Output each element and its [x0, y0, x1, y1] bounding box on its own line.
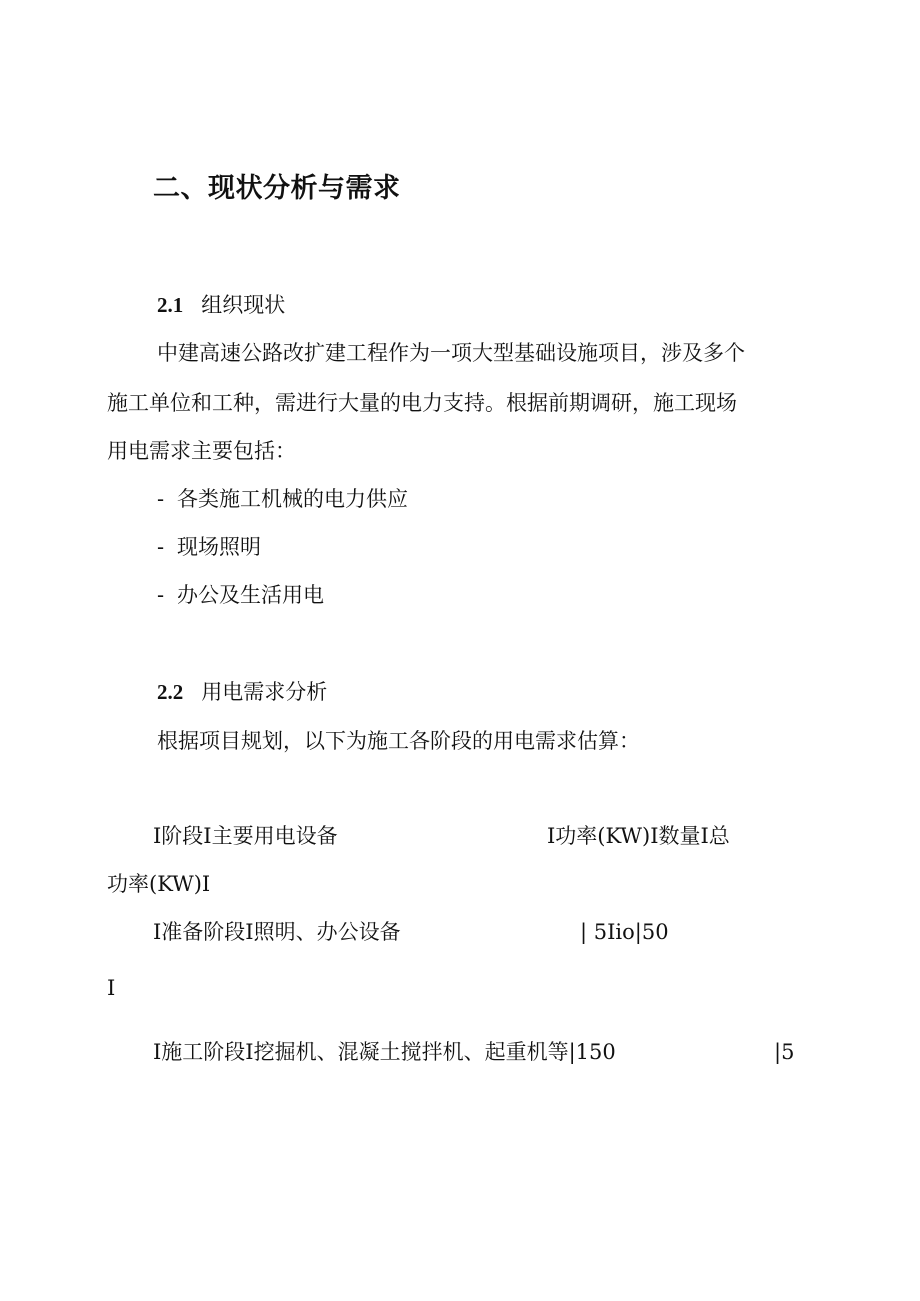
bullet-text: 办公及生活用电 [177, 583, 324, 607]
subsection-title: 用电需求分析 [201, 680, 328, 704]
bullet-item [157, 585, 324, 606]
paragraph-line: 中建高速公路改扩建工程作为一项大型基础设施项目，涉及多个 [157, 341, 745, 365]
table-row-wrap: I [107, 976, 116, 1000]
table-header-wrap: 功率(KW)I [107, 872, 211, 896]
paragraph-line: 根据项目规划，以下为施工各阶段的用电需求估算： [157, 729, 640, 753]
section-title: 二、现状分析与需求 [153, 173, 401, 204]
table-row-right: |5 [774, 1040, 795, 1064]
bullet-text: 现场照明 [177, 535, 261, 559]
table-header-right: I功率(KW)I数量I总 [547, 824, 730, 848]
subsection-heading-2-1 [157, 295, 285, 316]
bullet-item [157, 489, 408, 510]
paragraph-line: 施工单位和工种，需进行大量的电力支持。根据前期调研，施工现场 [107, 391, 737, 415]
table-header-left: I阶段I主要用电设备 [153, 824, 338, 848]
table-row-right: | 5Iio|50 [580, 920, 669, 944]
subsection-number: 2.2 [157, 680, 184, 704]
bullet-dash: - [157, 583, 165, 607]
table-row-left: I施工阶段I挖掘机、混凝土搅拌机、起重机等|150 [153, 1040, 616, 1064]
bullet-dash: - [157, 487, 165, 511]
bullet-text: 各类施工机械的电力供应 [177, 487, 408, 511]
bullet-dash: - [157, 535, 165, 559]
paragraph-line: 用电需求主要包括： [107, 439, 296, 463]
bullet-item [157, 537, 261, 558]
subsection-heading-2-2 [157, 682, 327, 703]
subsection-title: 组织现状 [201, 293, 286, 317]
subsection-number: 2.1 [157, 293, 184, 317]
table-row-left: I准备阶段I照明、办公设备 [153, 920, 401, 944]
